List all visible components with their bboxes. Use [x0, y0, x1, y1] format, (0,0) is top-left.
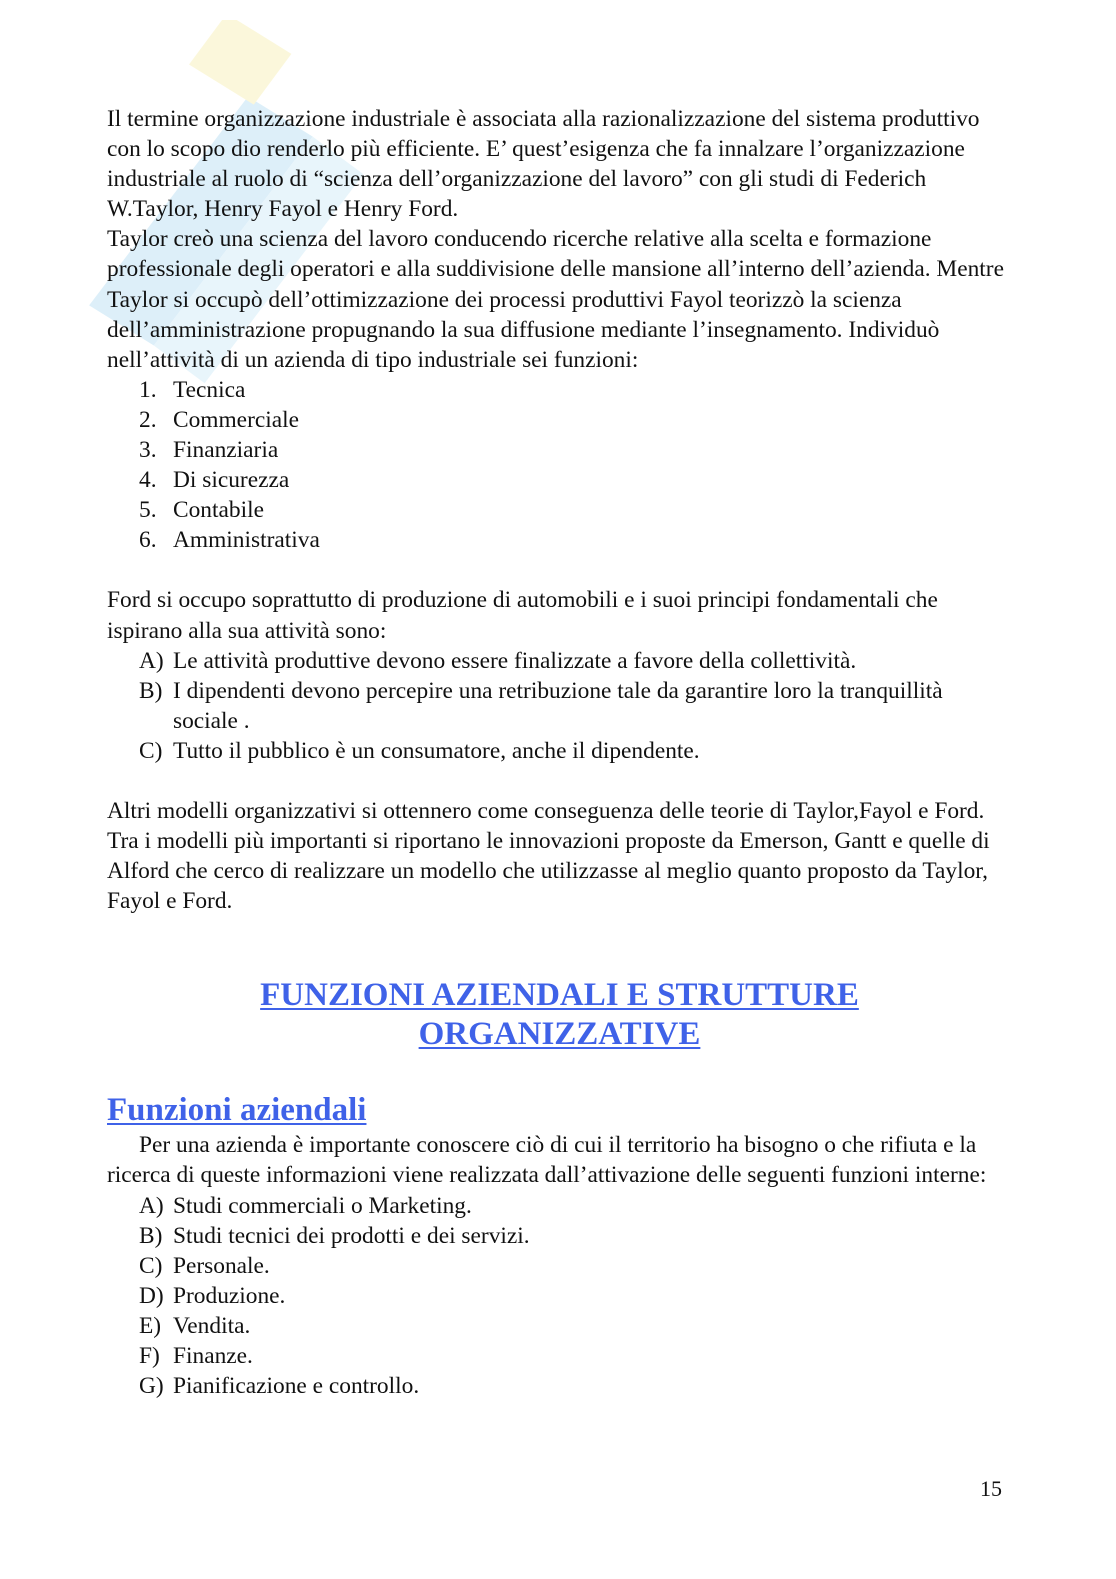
internal-functions-list [107, 1191, 1012, 1402]
list-item: D) Produzione. [139, 1282, 286, 1309]
list-item: 4. Di sicurezza [139, 467, 290, 494]
list-item: 2. Commerciale [139, 406, 299, 433]
list-item: C) Tutto il pubblico è un consumatore, anche il dipendente. [139, 737, 700, 764]
list-item: 3. Finanziaria [139, 437, 279, 464]
fayol-functions-list [107, 375, 1012, 556]
list-item: 6. Amministrativa [139, 527, 320, 554]
page-content [107, 104, 1012, 1401]
list-item: 1. Tecnica [139, 376, 246, 403]
list-item: B) I dipendenti devono percepire una retribuzione tale da garantire loro la tranquillità sociale . [139, 677, 943, 734]
list-item: A) Le attività produttive devono essere finalizzate a favore della collettività. [139, 647, 857, 674]
other-models-paragraph: Altri modelli organizzativi si ottennero come conseguenza delle teorie di Taylor,Fayol e Ford. Tra i modelli più importanti si riportano le innovazioni proposte da Emerson, Gantt e quelle di Alford che cerco di realizzare un modello che utilizzasse al meglio quanto proposto da Taylor, Fayol e Ford. [107, 797, 990, 915]
subsection-title: Funzioni aziendali [107, 1092, 367, 1129]
ford-paragraph: Ford si occupo soprattutto di produzione di automobili e i suoi principi fondamentali che ispirano alla sua attività sono: [107, 587, 938, 644]
list-item: B) Studi tecnici dei prodotti e dei servizi. [139, 1222, 530, 1249]
functions-intro-paragraph: Per una azienda è importante conoscere ciò di cui il territorio ha bisogno o che rifiuta e la ricerca di queste informazioni viene realizzata dall’attivazione delle seguenti funzioni interne: [107, 1132, 987, 1189]
page-number: 15 [980, 1476, 1002, 1501]
intro-paragraph: Il termine organizzazione industriale è associata alla razionalizzazione del sistema produttivo con lo scopo dio renderlo più efficiente. E’ quest’esigenza che fa innalzare l’organizzazione industriale al ruolo di “scienza dell’organizzazione del lavoro” con gli studi di Federich W.Taylor, Henry Fayol e Henry Ford. [107, 106, 980, 223]
ford-principles-list [107, 646, 1012, 766]
list-item: E) Vendita. [139, 1312, 251, 1339]
list-item: A) Studi commerciali o Marketing. [139, 1192, 472, 1219]
taylor-paragraph: Taylor creò una scienza del lavoro conducendo ricerche relative alla scelta e formazione professionale degli operatori e alla suddivisione delle mansione all’interno dell’azienda. Mentre Taylor si occupò dell’ottimizzazione dei processi produttivi Fayol teorizzò la scienza dell’amministrazione propugnando la sua diffusione mediante l’insegnamento. Individuò nell’attività di un azienda di tipo industriale sei funzioni: [107, 226, 1004, 373]
list-item: F) Finanze. [139, 1343, 253, 1369]
section-title: FUNZIONI AZIENDALI E STRUTTURE ORGANIZZATIVE [260, 977, 859, 1053]
list-item: C) Personale. [139, 1252, 270, 1279]
list-item: 5. Contabile [139, 497, 264, 524]
list-item: G) Pianificazione e controllo. [139, 1373, 420, 1400]
